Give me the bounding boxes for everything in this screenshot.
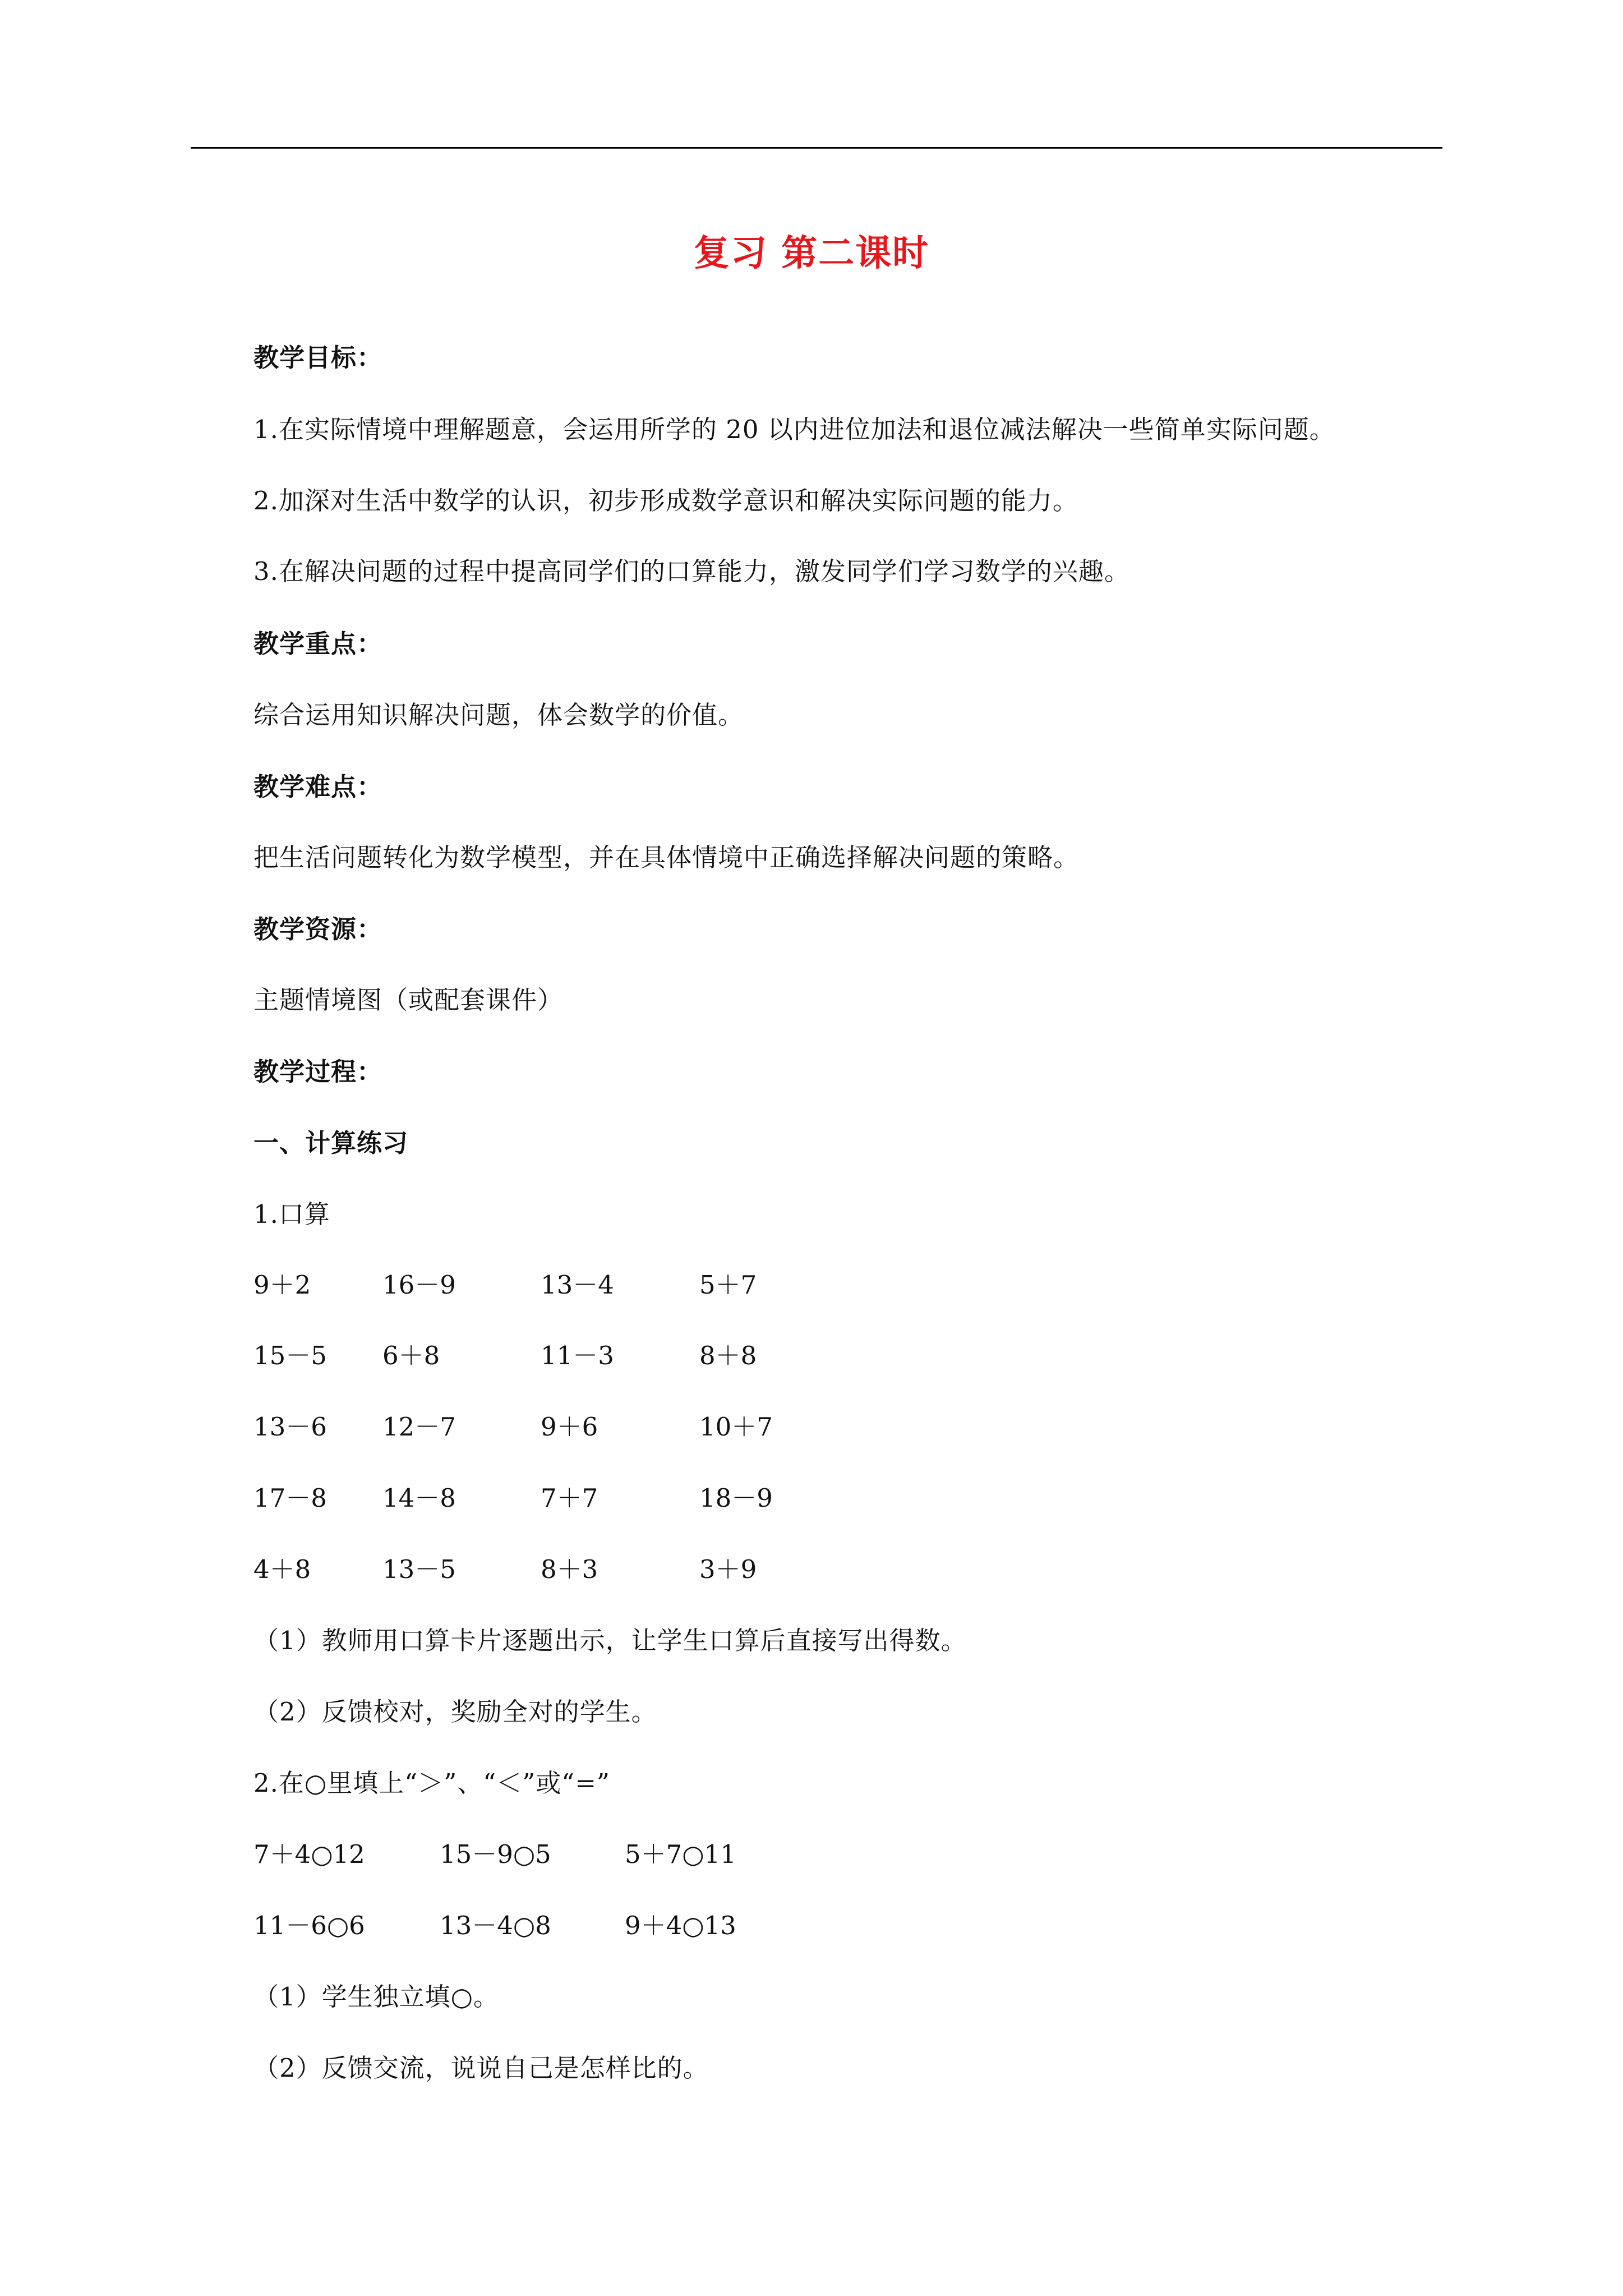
resources-heading: 教学资源：	[253, 914, 383, 944]
mental-math-item: 3＋9	[699, 1554, 757, 1584]
exercise2-title: 2.在○里填上“＞”、“＜”或“=”	[253, 1768, 610, 1798]
mental-math-item: 4＋8	[253, 1554, 311, 1584]
comparison-item: 15－9○5	[440, 1839, 551, 1869]
mental-math-item: 13－4	[541, 1270, 614, 1300]
mental-math-item: 18－9	[699, 1483, 773, 1513]
mental-math-item: 8＋3	[541, 1554, 598, 1584]
objective-1: 1.在实际情境中理解题意，会运用所学的 20 以内进位加法和退位减法解决一些简单实际问题。	[253, 415, 1335, 444]
comparison-item: 11－6○6	[253, 1911, 365, 1940]
mental-math-item: 13－6	[253, 1412, 327, 1442]
mental-math-item: 11－3	[541, 1341, 614, 1370]
mental-math-item: 15－5	[253, 1341, 327, 1370]
mental-math-item: 9＋6	[541, 1412, 598, 1442]
key-points-text: 综合运用知识解决问题，体会数学的价值。	[253, 700, 744, 730]
resources-text: 主题情境图（或配套课件）	[253, 985, 564, 1015]
difficulties-heading: 教学难点：	[253, 772, 383, 802]
mental-math-item: 10＋7	[699, 1412, 773, 1442]
comparison-item: 5＋7○11	[625, 1839, 736, 1869]
section1-heading: 一、计算练习	[253, 1128, 409, 1158]
difficulties-text: 把生活问题转化为数学模型，并在具体情境中正确选择解决问题的策略。	[253, 843, 1080, 872]
process-heading: 教学过程：	[253, 1057, 383, 1087]
objective-2: 2.加深对生活中数学的认识，初步形成数学意识和解决实际问题的能力。	[253, 486, 1078, 516]
objective-3: 3.在解决问题的过程中提高同学们的口算能力，激发同学们学习数学的兴趣。	[253, 556, 1130, 586]
mental-math-item: 14－8	[382, 1483, 456, 1513]
mental-math-item: 9＋2	[253, 1270, 311, 1300]
key-points-heading: 教学重点：	[253, 629, 383, 659]
exercise1-step-1: （1）教师用口算卡片逐题出示，让学生口算后直接写出得数。	[253, 1626, 967, 1655]
exercise1-title: 1.口算	[253, 1199, 330, 1229]
exercise2-step-1: （1）学生独立填○。	[253, 1982, 499, 2012]
header-rule	[191, 147, 1442, 149]
mental-math-item: 17－8	[253, 1483, 327, 1513]
exercise2-step-2: （2）反馈交流，说说自己是怎样比的。	[253, 2053, 709, 2083]
exercise1-step-2: （2）反馈校对，奖励全对的学生。	[253, 1697, 657, 1727]
mental-math-item: 7＋7	[541, 1483, 598, 1513]
mental-math-item: 13－5	[382, 1554, 456, 1584]
objectives-heading: 教学目标：	[253, 343, 383, 372]
comparison-item: 9＋4○13	[625, 1911, 736, 1940]
mental-math-item: 12－7	[382, 1412, 456, 1442]
comparison-item: 13－4○8	[440, 1911, 551, 1940]
mental-math-item: 16－9	[382, 1270, 456, 1300]
page-title: 复习 第二课时	[693, 233, 930, 274]
mental-math-item: 8＋8	[699, 1341, 757, 1370]
mental-math-item: 5＋7	[699, 1270, 757, 1300]
mental-math-item: 6＋8	[382, 1341, 440, 1370]
comparison-item: 7＋4○12	[253, 1839, 365, 1869]
